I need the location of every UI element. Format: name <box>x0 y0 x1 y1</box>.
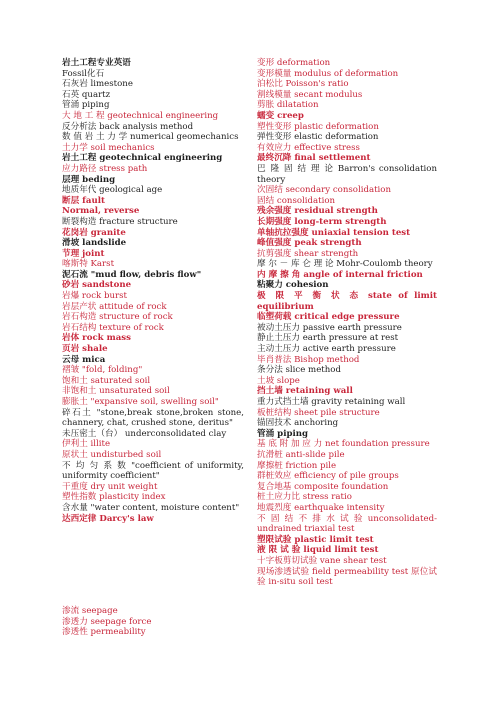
glossary-entry: 原状土 undisturbed soil <box>62 449 162 460</box>
glossary-entry: 断裂构造 fracture structure <box>62 216 178 227</box>
glossary-entry: 塑限试验 plastic limit test <box>257 534 374 545</box>
glossary-entry: 地震烈度 earthquake intensity <box>257 502 385 513</box>
glossary-entry: 未压密土（台） underconsolidated clay <box>62 428 227 439</box>
glossary-entry: 岩石结构 texture of rock <box>62 322 164 333</box>
glossary-entry: 内 摩 擦 角 angle of internal friction <box>257 269 423 280</box>
glossary-entry: 数 值 岩 土 力 学 numerical geomechanics <box>62 132 239 143</box>
left-column <box>62 58 244 524</box>
glossary-entry: 渗透力 seepage force <box>62 616 152 627</box>
glossary-entry: 岩爆 rock burst <box>62 291 127 302</box>
glossary-entry: 条分法 slice method <box>257 365 341 376</box>
glossary-entry: 重力式挡土墙 gravity retaining wall <box>257 397 406 407</box>
glossary-entry: 固结 consolidation <box>257 195 336 206</box>
glossary-entry: 抗滑桩 anti-slide pile <box>257 449 345 460</box>
glossary-entry: 不 均 匀 系 数 "coefficient of uniformity, uniformity coefficient" <box>62 460 244 482</box>
glossary-entry: 群桩效应 efficiency of pile groups <box>257 471 399 482</box>
glossary-entry: 渗透性 permeability <box>62 627 146 638</box>
glossary-entry: 渗流 seepage <box>62 606 118 616</box>
glossary-entry: 砂岩 sandstone <box>62 280 132 291</box>
glossary-entry: 膨胀土 "expansive soil, swelling soil" <box>62 397 219 407</box>
glossary-entry: 静止土压力 earth pressure at rest <box>257 333 399 344</box>
glossary-entry: 桩土应力比 stress ratio <box>257 492 352 503</box>
glossary-entry: 复合地基 composite foundation <box>257 481 389 492</box>
glossary-entry: 割线模量 secant modulus <box>257 89 363 100</box>
glossary-entry: 板桩结构 sheet pile structure <box>257 407 380 418</box>
glossary-entry: 非饱和土 unsaturated soil <box>62 386 170 397</box>
glossary-entry: 含水量 "water content, moisture content" <box>62 502 240 513</box>
glossary-entry: 应力路径 stress path <box>62 163 148 174</box>
glossary-entry: 有效应力 effective stress <box>257 142 360 153</box>
glossary-entry: 毕肖普法 Bishop method <box>257 354 360 365</box>
glossary-entry: 石英 quartz <box>62 89 111 100</box>
glossary-entry: 达西定律 Darcy's law <box>62 513 154 524</box>
glossary-entry: 地质年代 geological age <box>62 185 163 196</box>
glossary-entry: 残余强度 residual strength <box>257 206 378 217</box>
glossary-entry: 变形 deformation <box>257 58 331 68</box>
glossary-entry: 伊利土 illite <box>62 439 111 450</box>
glossary-entry: 不 固 结 不 排 水 试 验 unconsolidated-undrained triaxial test <box>257 513 437 535</box>
glossary-entry: 抗剪强度 shear strength <box>257 248 359 259</box>
glossary-entry: 断层 fault <box>62 195 105 206</box>
glossary-entry: 碎石土 "stone,break stone,broken stone, channery, chat, crushed stone, deritus" <box>62 407 244 429</box>
glossary-entry: 管涌 piping <box>62 100 110 111</box>
glossary-entry: 土力学 soil mechanics <box>62 142 155 153</box>
glossary-entry: 塑性指数 plasticity index <box>62 492 166 503</box>
glossary-entry: 次固结 secondary consolidation <box>257 185 391 196</box>
glossary-entry: 基 底 附 加 应 力 net foundation pressure <box>257 439 430 450</box>
glossary-entry: 管涌 piping <box>257 428 308 439</box>
glossary-entry: 大 地 工 程 geotechnical engineering <box>62 110 219 121</box>
glossary-entry: 现场渗透试验 field permeability test 原位试验 in-situ soil test <box>257 566 437 588</box>
glossary-entry: 滑坡 landslide <box>62 238 127 249</box>
glossary-entry: 长期强度 long-term strength <box>257 216 387 227</box>
glossary-entry: 页岩 shale <box>62 344 108 355</box>
glossary-entry: 峰值强度 peak strength <box>257 238 362 249</box>
glossary-entry: 主动土压力 active earth pressure <box>257 344 396 355</box>
glossary-entry: 云母 mica <box>62 354 106 365</box>
glossary-entry: 剪胀 dilatation <box>257 100 319 111</box>
glossary-entry: 干重度 dry unit weight <box>62 481 158 492</box>
glossary-entry: 弹性变形 elastic deformation <box>257 132 379 143</box>
glossary-entry: 临塑荷载 critical edge pressure <box>257 312 400 323</box>
glossary-entry: 单轴抗拉强度 uniaxial tension test <box>257 227 411 238</box>
glossary-entry: 变形模量 modulus of deformation <box>257 68 399 79</box>
glossary-entry: 岩土工程专业英语 <box>62 58 131 68</box>
glossary-entry: 极 限 平 衡 状 态 state of limit equilibrium <box>257 291 437 312</box>
glossary-entry: 岩石构造 structure of rock <box>62 312 173 323</box>
glossary-entry: 被动土压力 passive earth pressure <box>257 322 402 333</box>
glossary-entry: 层理 beding <box>62 174 116 185</box>
glossary-entry: 粘聚力 cohesion <box>257 280 329 291</box>
glossary-entry: Fossil化石 <box>62 68 105 79</box>
glossary-entry: 泊松比 Poisson's ratio <box>257 79 349 90</box>
glossary-entry: Normal, reverse <box>62 206 140 217</box>
glossary-entry: 岩土工程 geotechnical engineering <box>62 153 223 164</box>
glossary-entry: 褶皱 "fold, folding" <box>62 365 143 376</box>
glossary-entry: 摩擦桩 friction pile <box>257 460 337 471</box>
glossary-entry: 巴 隆 固 结 理 论 Barron's consolidation theory <box>257 163 437 185</box>
glossary-entry: 最终沉降 final settlement <box>257 153 371 164</box>
glossary-entry: 岩层产状 attitude of rock <box>62 301 167 312</box>
left-column-bottom <box>62 606 244 638</box>
right-column <box>257 58 437 588</box>
glossary-entry: 花岗岩 granite <box>62 227 126 238</box>
glossary-entry: 石灰岩 limestone <box>62 79 133 90</box>
glossary-entry: 液 限 试 验 liquid limit test <box>257 545 379 556</box>
glossary-entry: 塑性变形 plastic deformation <box>257 121 379 132</box>
glossary-entry: 蠕变 creep <box>257 110 304 121</box>
glossary-entry: 十字板剪切试验 vane shear test <box>257 555 387 566</box>
glossary-entry: 泥石流 "mud flow, debris flow" <box>62 269 202 280</box>
glossary-entry: 饱和土 saturated soil <box>62 375 151 386</box>
glossary-entry: 喀斯特 Karst <box>62 259 115 270</box>
glossary-entry: 摩 尔 － 库 仑 理 论 Mohr-Coulomb theory <box>257 259 433 270</box>
glossary-entry: 挡土墙 retaining wall <box>257 386 353 397</box>
glossary-entry: 节理 joint <box>62 248 105 259</box>
glossary-entry: 岩体 rock mass <box>62 333 131 344</box>
glossary-entry: 锚固技术 anchoring <box>257 418 339 429</box>
glossary-entry: 土坡 slope <box>257 375 300 386</box>
glossary-entry: 反分析法 back analysis method <box>62 121 194 132</box>
